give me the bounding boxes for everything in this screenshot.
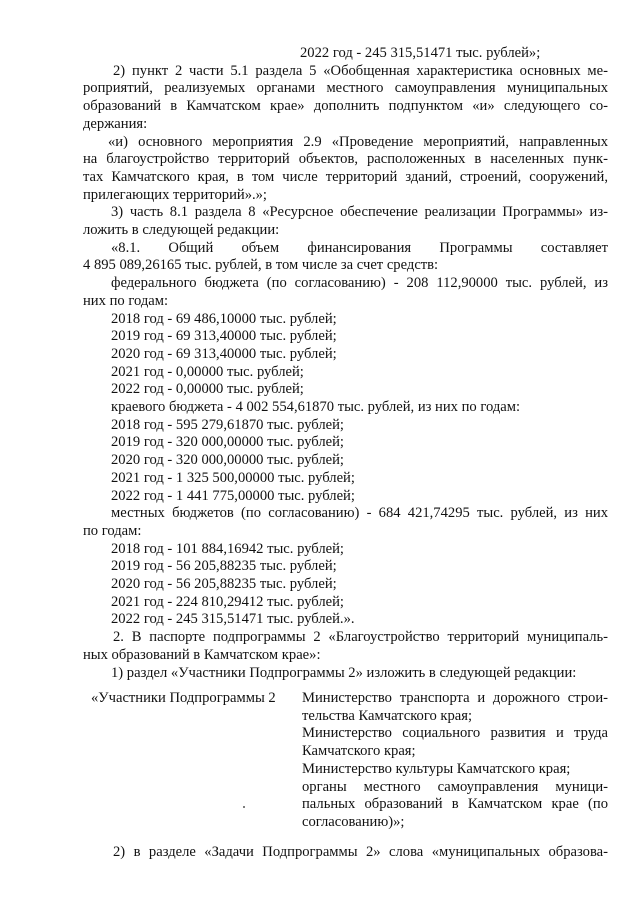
- text-line: прилегающих территорий».»;: [83, 186, 267, 203]
- table-cell-line: Министерство транспорта и дорожного строи-: [302, 690, 608, 706]
- text-line: 2021 год - 1 325 500,00000 тыс. рублей;: [111, 469, 355, 486]
- text-line: 2018 год - 595 279,61870 тыс. рублей;: [111, 416, 344, 433]
- table-cell-line: пальных образований в Камчатском крае (по: [302, 796, 608, 813]
- text-line: 2021 год - 224 810,29412 тыс. рублей;: [111, 593, 344, 610]
- text-line: краевого бюджета - 4 002 554,61870 тыс. рублей, из них по годам:: [111, 399, 521, 415]
- text-line: 2020 год - 320 000,00000 тыс. рублей;: [111, 452, 344, 469]
- table-cell-line: Министерство социального развития и труда: [302, 725, 608, 742]
- text-line: 2018 год - 101 884,16942 тыс. рублей;: [111, 540, 344, 557]
- table-label: «Участники Подпрограммы 2: [91, 690, 276, 706]
- table-cell-line: Камчатского края;: [302, 743, 416, 760]
- text-line: 2022 год - 245 315,51471 тыс. рублей»;: [300, 45, 541, 61]
- text-line: 4 895 089,26165 тыс. рублей, в том числе за счет средств:: [83, 257, 439, 274]
- text-line: держания:: [83, 115, 148, 132]
- text-line: ложить в следующей редакции:: [83, 222, 280, 238]
- text-line: «и) основного мероприятия 2.9 «Проведение мероприятий, направленных: [108, 133, 608, 150]
- text-line: по годам:: [83, 522, 142, 539]
- table-cell-line: Министерство культуры Камчатского края;: [302, 760, 571, 777]
- text-line: 2) пункт 2 части 5.1 раздела 5 «Обобщенная характеристика основных ме-: [113, 62, 608, 79]
- text-line: 2. В паспорте подпрограммы 2 «Благоустройство территорий муниципаль-: [113, 629, 608, 646]
- text-line: образований в Камчатском крае» дополнить подпунктом «и» следующего со-: [83, 98, 608, 115]
- table-cell-line: органы местного самоуправления муници-: [302, 778, 608, 795]
- text-line: 2021 год - 0,00000 тыс. рублей;: [111, 363, 304, 380]
- text-line: 1) раздел «Участники Подпрограммы 2» изложить в следующей редакции:: [111, 664, 577, 681]
- table-cell-line: согласованию)»;: [302, 813, 405, 830]
- text-line: 2019 год - 56 205,88235 тыс. рублей;: [111, 558, 337, 575]
- text-line: тах Камчатского края, в том числе территорий зданий, строений, сооружений,: [83, 168, 608, 185]
- text-line: 2019 год - 69 313,40000 тыс. рублей;: [111, 328, 337, 345]
- text-line: 2022 год - 0,00000 тыс. рублей;: [111, 381, 304, 398]
- text-line: 2018 год - 69 486,10000 тыс. рублей;: [111, 310, 337, 327]
- text-line: ных образований в Камчатском крае»:: [83, 646, 321, 663]
- text-line: 2022 год - 1 441 775,00000 тыс. рублей;: [111, 487, 355, 504]
- text-line: федерального бюджета (по согласованию) - 208 112,90000 тыс. рублей, из: [111, 275, 608, 292]
- text-line: них по годам:: [83, 292, 169, 309]
- text-line: 2020 год - 56 205,88235 тыс. рублей;: [111, 576, 337, 592]
- text-line: 2020 год - 69 313,40000 тыс. рублей;: [111, 345, 337, 362]
- text-line: 3) часть 8.1 раздела 8 «Ресурсное обеспечение реализации Программы» из-: [111, 204, 608, 221]
- text-line: 2) в разделе «Задачи Подпрограммы 2» слова «муниципальных образова-: [113, 844, 608, 860]
- text-line: местных бюджетов (по согласованию) - 684 421,74295 тыс. рублей, из них: [111, 505, 608, 522]
- stray-mark: [243, 806, 245, 808]
- text-line: роприятий, реализуемых органами местного самоуправления муниципальных: [83, 80, 608, 97]
- text-line: на благоустройство территорий объектов, расположенных в населенных пунк-: [83, 151, 608, 168]
- text-line: 2022 год - 245 315,51471 тыс. рублей.».: [111, 611, 355, 628]
- text-line: 2019 год - 320 000,00000 тыс. рублей;: [111, 434, 344, 451]
- table-cell-line: тельства Камчатского края;: [302, 707, 473, 724]
- text-line: «8.1. Общий объем финансирования Программы составляет: [111, 239, 608, 256]
